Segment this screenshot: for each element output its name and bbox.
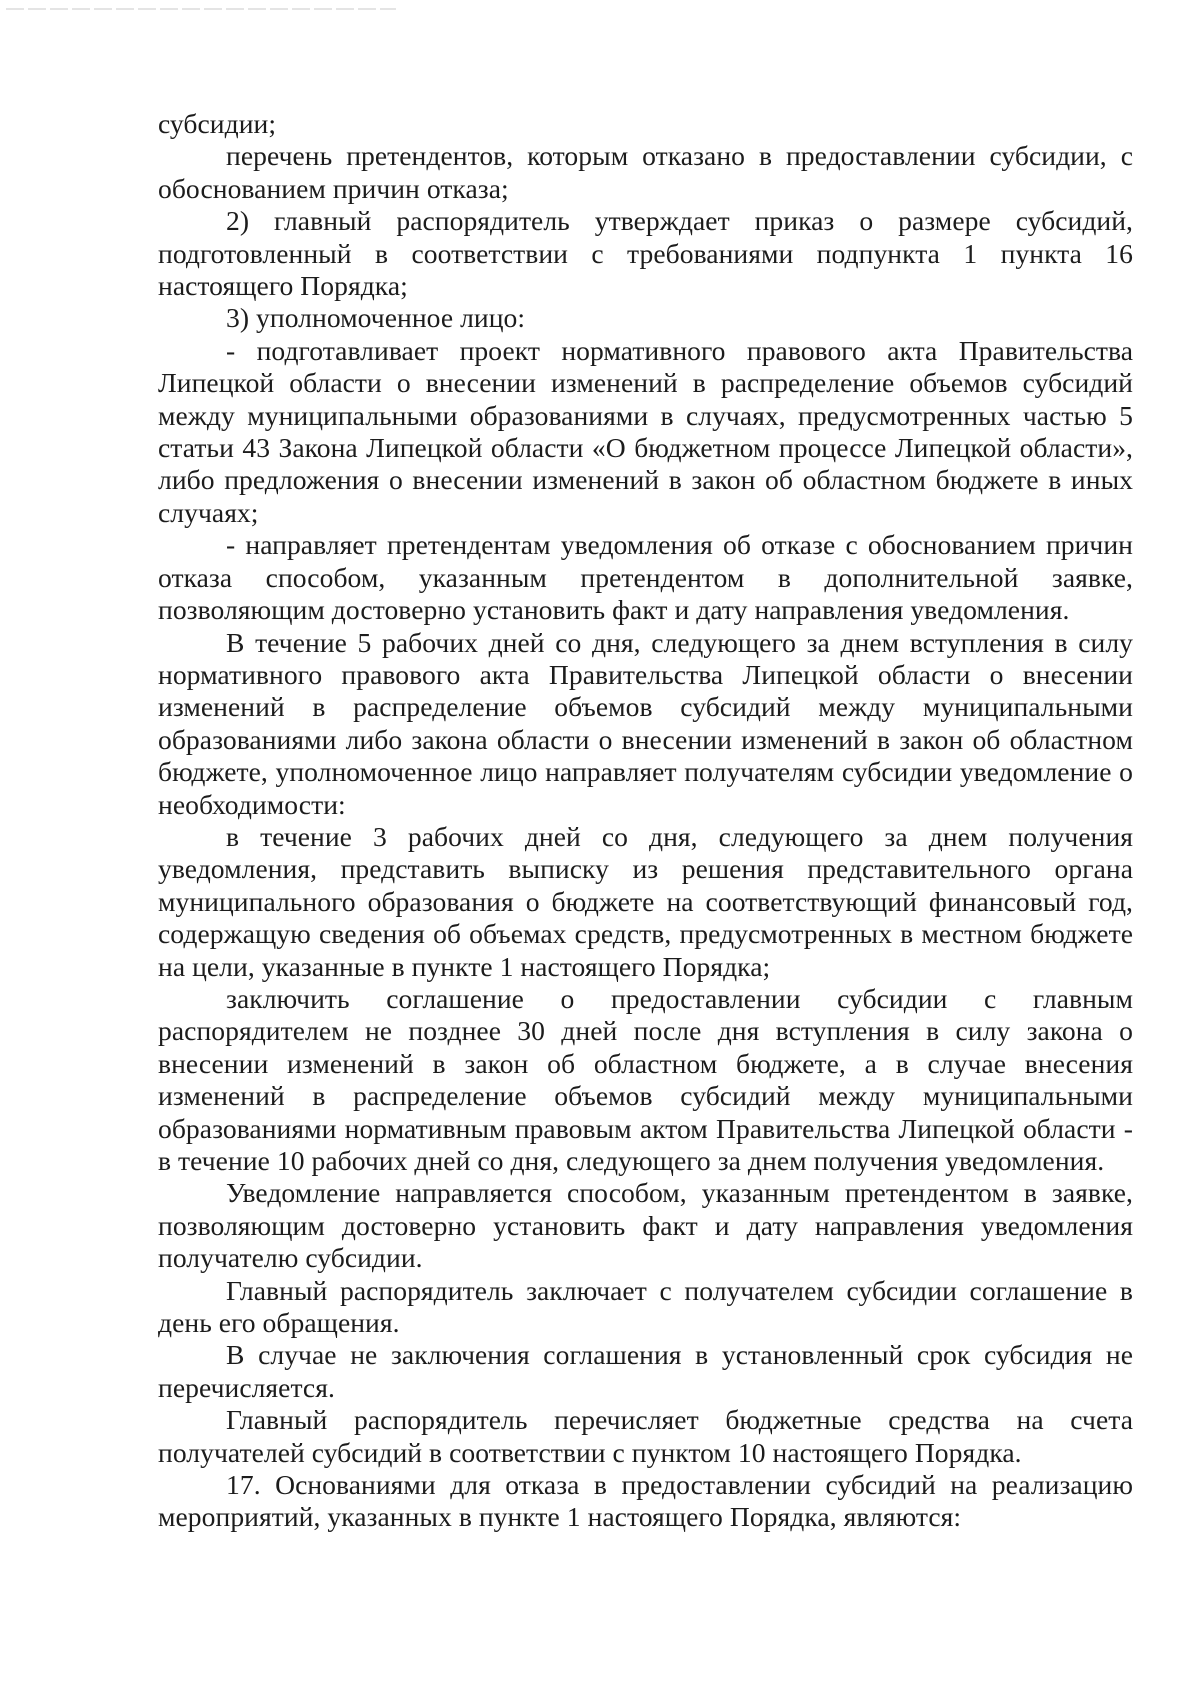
paragraph-4: 3) уполномоченное лицо: [226, 302, 526, 334]
paragraph-10: Уведомление направляется способом, указанным претендентом в заявке, позволяющим достоверно установить факт и дату направления уведомления получателю субсидии. [158, 1177, 1133, 1274]
paragraph-5: - подготавливает проект нормативного правового акта Правительства Липецкой области о внесении изменений в распределение объемов субсидий между муниципальными образованиями в случаях, предусмотренных частью 5 статьи 43 Закона Липецкой области «О бюджетном процессе Липецкой области», либо предложения о внесении изменений в закон об областном бюджете в иных случаях; [158, 334, 1133, 528]
paragraph-14: 17. Основаниями для отказа в предоставлении субсидий на реализацию мероприятий, указанных в пункте 1 настоящего Порядка, являются: [158, 1469, 1133, 1533]
paragraph-7: В течение 5 рабочих дней со дня, следующего за днем вступления в силу нормативного правового акта Правительства Липецкой области о внесении изменений в распределение объемов субсидий между муниципальными образованиями либо закона области о внесении изменений в закон об областном бюджете, уполномоченное лицо направляет получателям субсидии уведомление о необходимости: [158, 626, 1133, 820]
paragraph-9: заключить соглашение о предоставлении субсидии с главным распорядителем не позднее 30 дней после дня вступления в силу закона о внесении изменений в закон об областном бюджете, а в случае внесения изменений в распределение объемов субсидий между муниципальными образованиями нормативным правовым актом Правительства Липецкой области - в течение 10 рабочих дней со дня, следующего за днем получения уведомления. [158, 982, 1133, 1176]
paragraph-2: перечень претендентов, которым отказано в предоставлении субсидии, с обоснованием причин отказа; [158, 140, 1133, 204]
paragraph-3: 2) главный распорядитель утверждает приказ о размере субсидий, подготовленный в соответствии с требованиями подпункта 1 пункта 16 настоящего Порядка; [158, 205, 1133, 302]
paragraph-8: в течение 3 рабочих дней со дня, следующего за днем получения уведомления, представить выписку из решения представительного органа муниципального образования о бюджете на соответствующий финансовый год, содержащую сведения об объемах средств, предусмотренных в местном бюджете на цели, указанные в пункте 1 настоящего Порядка; [158, 820, 1133, 982]
scan-artifact-strip [6, 8, 396, 10]
paragraph-1: субсидии; [158, 108, 277, 139]
paragraph-6: - направляет претендентам уведомления об отказе с обоснованием причин отказа способом, указанным претендентом в дополнительной заявке, позволяющим достоверно установить факт и дату направления уведомления. [158, 529, 1133, 626]
paragraph-11: Главный распорядитель заключает с получателем субсидии соглашение в день его обращения. [158, 1274, 1133, 1339]
paragraph-13: Главный распорядитель перечисляет бюджетные средства на счета получателей субсидий в соответствии с пунктом 10 настоящего Порядка. [158, 1404, 1133, 1468]
document-body [158, 108, 1133, 1534]
paragraph-12: В случае не заключения соглашения в установленный срок субсидия не перечисляется. [158, 1339, 1133, 1403]
